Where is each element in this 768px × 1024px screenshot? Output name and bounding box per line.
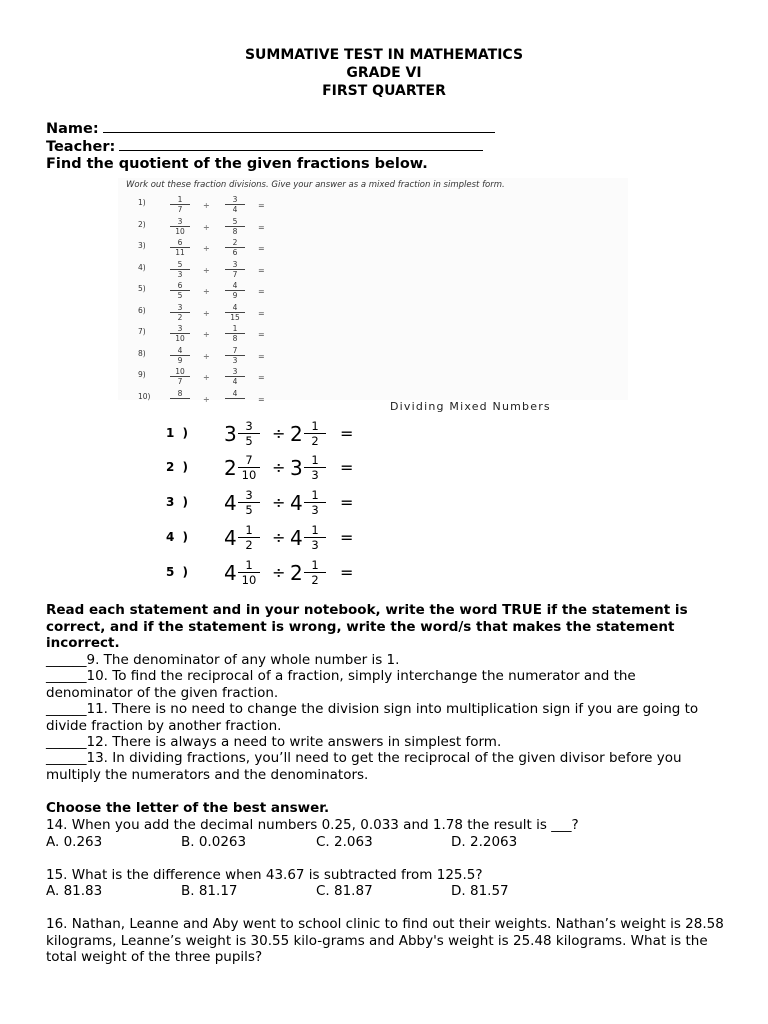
equals-sign: =	[340, 458, 354, 477]
mixed-number-problem	[166, 489, 406, 519]
fraction-dividend: $\frac{3}{10}$	[170, 324, 190, 343]
problem-number: 10)	[138, 391, 151, 401]
divide-sign: ÷	[272, 458, 286, 477]
whole-number: 3	[224, 422, 237, 446]
question-16: 16. Nathan, Leanne and Aby went to school clinic to find out their weights. Nathan’s weight is 28.58 kilograms, Leanne’s weight is 30.55 kilo-grams and Abby's weight is 25.48 kilograms. What is the total weight of the three pupils?	[46, 916, 724, 965]
quarter: FIRST QUARTER	[322, 83, 446, 99]
name-blank-line	[103, 119, 495, 133]
fraction-dividend: $\frac{3}{10}$	[170, 217, 190, 236]
problem-number: 5)	[138, 284, 146, 293]
instruction-quotient: Find the quotient of the given fractions below.	[46, 156, 428, 172]
problem-number: 1)	[138, 198, 146, 207]
worksheet-problem	[118, 195, 318, 218]
equals-sign: =	[258, 244, 265, 253]
fraction-divisor: $\frac{1}{8}$	[225, 324, 245, 343]
whole-number: 2	[290, 561, 303, 585]
equals-sign: =	[258, 222, 265, 232]
tf-item-9: ______9. The denominator of any whole number is 1.	[46, 652, 400, 668]
equals-sign: =	[340, 563, 354, 582]
equals-sign: =	[258, 201, 265, 210]
divide-sign: ÷	[272, 563, 286, 582]
equals-sign: =	[258, 373, 265, 382]
fraction-divisor: $\frac{2}{6}$	[225, 238, 245, 257]
worksheet-problem	[118, 238, 318, 261]
worksheet-problem	[118, 216, 318, 240]
divide-sign: ÷	[272, 493, 286, 512]
choice-d: D. 81.57	[451, 883, 509, 899]
worksheet-problem	[118, 388, 318, 412]
divide-sign: ÷	[203, 330, 210, 339]
tf-instruction: Read each statement and in your notebook, write the word TRUE if the statement is correct, and if the statement is wrong, write the word/s that makes the statement incorrect.	[46, 602, 688, 651]
fraction-part: 1 2	[238, 524, 260, 551]
choice-b: B. 81.17	[181, 883, 238, 899]
equals-sign: =	[340, 424, 354, 443]
problem-number: 9)	[138, 370, 146, 379]
whole-number: 4	[224, 526, 237, 550]
worksheet-problem	[118, 259, 318, 283]
choice-c: C. 81.87	[316, 883, 373, 899]
worksheet-problem	[118, 324, 318, 347]
fraction-part: 1 3	[304, 524, 326, 551]
fraction-part: 3 5	[238, 420, 260, 447]
problem-number: 2 )	[166, 460, 191, 474]
problem-number: 8)	[138, 348, 146, 358]
equals-sign: =	[258, 351, 265, 361]
problem-number: 4 )	[166, 530, 191, 544]
worksheet-problem	[118, 345, 318, 369]
choice-c: C. 2.063	[316, 834, 373, 850]
fraction-divisor: $\frac{4}{15}$	[225, 303, 245, 322]
tf-item-10: ______10. To find the reciprocal of a fraction, simply interchange the numerator and the denominator of the given fraction.	[46, 668, 636, 701]
fraction-dividend: 8	[170, 389, 190, 399]
whole-number: 4	[290, 491, 303, 515]
fraction-part: 1 2	[304, 559, 326, 586]
divide-sign: ÷	[203, 265, 210, 275]
question-15: 15. What is the difference when 43.67 is subtracted from 125.5?	[46, 867, 483, 883]
problem-number: 2)	[138, 219, 146, 229]
problem-number: 3)	[138, 241, 146, 250]
divide-sign: ÷	[272, 528, 286, 547]
worksheet-problem	[118, 367, 318, 390]
divide-sign: ÷	[203, 287, 210, 296]
worksheet-title: Work out these fraction divisions. Give your answer as a mixed fraction in simplest form.	[126, 180, 505, 190]
mixed-number-problem	[166, 420, 406, 450]
problem-number: 7)	[138, 327, 146, 336]
fraction-divisor: 4	[225, 389, 245, 399]
fraction-dividend: $\frac{6}{5}$	[170, 281, 190, 300]
mixed-number-problem	[166, 524, 406, 554]
divide-sign: ÷	[203, 308, 210, 318]
problem-number: 4)	[138, 262, 146, 272]
problem-number: 6)	[138, 305, 146, 315]
tf-item-11: ______11. There is no need to change the division sign into multiplication sign if you are going to divide fraction by another fraction.	[46, 701, 699, 734]
mixed-number-problem	[166, 559, 406, 589]
fraction-divisor: $\frac{3}{7}$	[225, 260, 245, 279]
fraction-divisor: $\frac{7}{3}$	[225, 346, 245, 365]
equals-sign: =	[258, 287, 265, 296]
fraction-part: 1 3	[304, 454, 326, 481]
question-14-choices	[46, 834, 646, 851]
whole-number: 4	[224, 491, 237, 515]
divide-sign: ÷	[203, 373, 210, 382]
tf-item-12: ______12. There is always a need to write answers in simplest form.	[46, 734, 502, 750]
whole-number: 4	[224, 561, 237, 585]
equals-sign: =	[258, 265, 265, 275]
fraction-part: 7 10	[238, 454, 260, 481]
teacher-label: Teacher:	[46, 139, 116, 155]
whole-number: 2	[224, 456, 237, 480]
choice-d: D. 2.2063	[451, 834, 518, 850]
problem-number: 5 )	[166, 565, 191, 579]
mixed-number-problem	[166, 454, 406, 484]
fraction-part: 1 3	[304, 489, 326, 516]
divide-sign: ÷	[203, 394, 210, 404]
fraction-division-worksheet	[118, 178, 628, 404]
teacher-blank-line	[119, 137, 483, 151]
choice-a: A. 0.263	[46, 834, 103, 850]
fraction-dividend: $\frac{6}{11}$	[170, 238, 190, 257]
equals-sign: =	[340, 493, 354, 512]
fraction-dividend: $\frac{5}{3}$	[170, 260, 190, 279]
fraction-dividend: $\frac{4}{9}$	[170, 346, 190, 365]
mc-instruction: Choose the letter of the best answer.	[46, 800, 330, 816]
choice-b: B. 0.0263	[181, 834, 247, 850]
mixed-numbers-title: Dividing Mixed Numbers	[390, 400, 551, 413]
divide-sign: ÷	[203, 244, 210, 253]
worksheet-problem	[118, 302, 318, 326]
divide-sign: ÷	[203, 201, 210, 210]
test-title: SUMMATIVE TEST IN MATHEMATICS	[244, 47, 524, 63]
fraction-part: 1 2	[304, 420, 326, 447]
fraction-dividend: $\frac{3}{2}$	[170, 303, 190, 322]
worksheet-problem	[118, 281, 318, 304]
fraction-dividend: $\frac{1}{7}$	[170, 195, 190, 214]
whole-number: 2	[290, 422, 303, 446]
fraction-divisor: $\frac{3}{4}$	[225, 195, 245, 214]
equals-sign: =	[258, 394, 265, 404]
grade-level: GRADE VI	[346, 65, 422, 81]
equals-sign: =	[258, 330, 265, 339]
fraction-divisor: $\frac{3}{4}$	[225, 367, 245, 386]
fraction-part: 3 5	[238, 489, 260, 516]
tf-item-13: ______13. In dividing fractions, you’ll need to get the reciprocal of the given divisor before you multiply the numerators and the denominators.	[46, 750, 682, 783]
divide-sign: ÷	[203, 351, 210, 361]
choice-a: A. 81.83	[46, 883, 103, 899]
fraction-divisor: $\frac{5}{8}$	[225, 217, 245, 236]
divide-sign: ÷	[203, 222, 210, 232]
fraction-dividend: $\frac{10}{7}$	[170, 367, 190, 386]
whole-number: 4	[290, 526, 303, 550]
equals-sign: =	[340, 528, 354, 547]
question-15-choices	[46, 883, 646, 900]
name-field	[46, 119, 495, 138]
name-label: Name:	[46, 121, 99, 137]
divide-sign: ÷	[272, 424, 286, 443]
whole-number: 3	[290, 456, 303, 480]
equals-sign: =	[258, 308, 265, 318]
problem-number: 1 )	[166, 426, 191, 440]
fraction-divisor: $\frac{4}{9}$	[225, 281, 245, 300]
problem-number: 3 )	[166, 495, 191, 509]
question-14: 14. When you add the decimal numbers 0.25, 0.033 and 1.78 the result is ___?	[46, 817, 579, 833]
teacher-field	[46, 137, 483, 156]
fraction-part: 1 10	[238, 559, 260, 586]
